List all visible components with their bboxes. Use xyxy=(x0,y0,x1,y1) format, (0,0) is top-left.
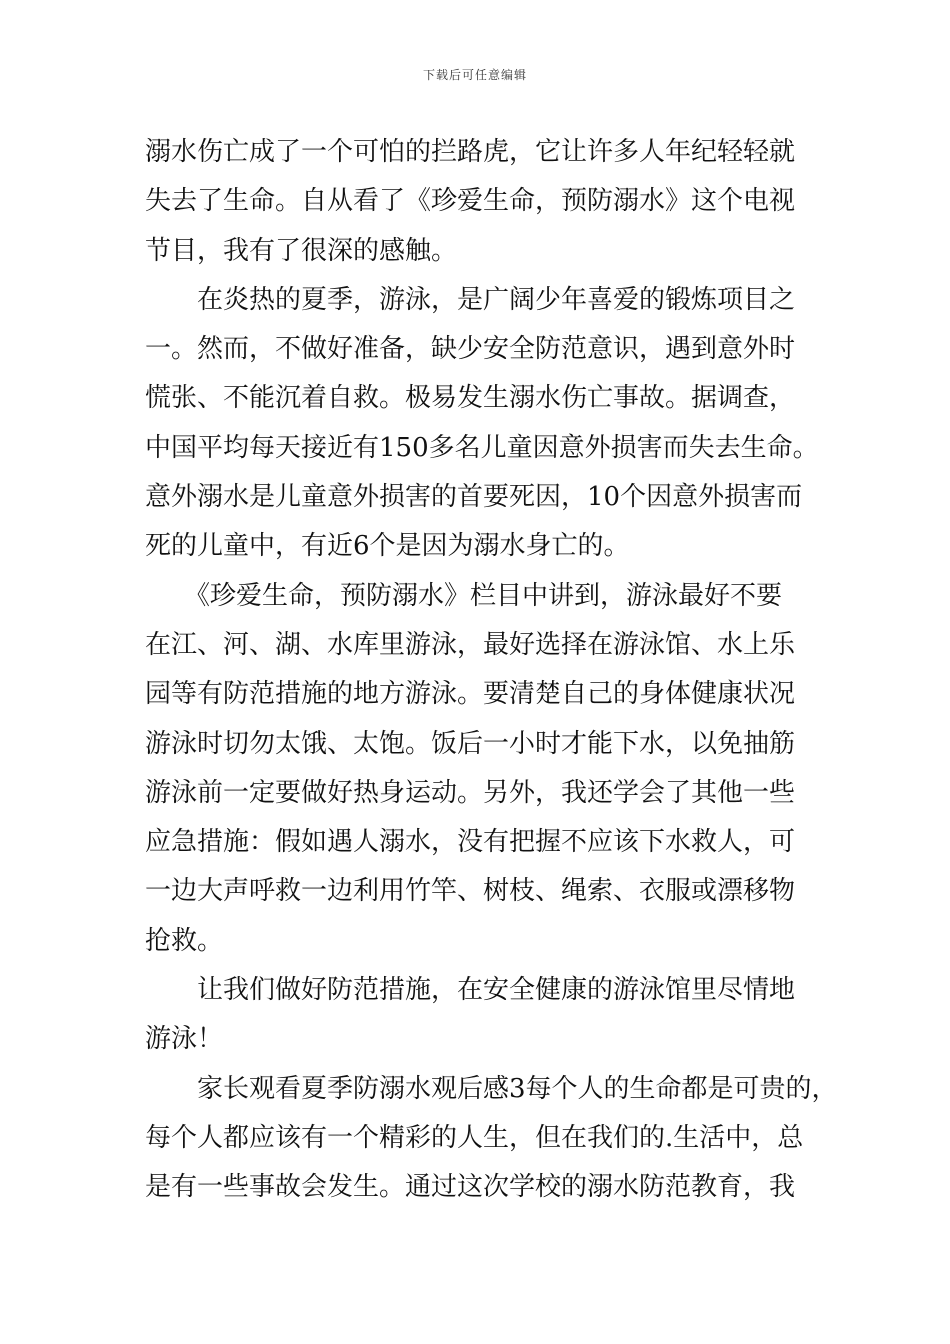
text-line: 园等有防范措施的地方游泳。要清楚自己的身体健康状况 xyxy=(145,679,796,710)
text-line: 游泳！ xyxy=(145,1024,224,1055)
text-line: 抢救。 xyxy=(145,925,224,956)
text-line: 失去了生命。自从看了《珍爱生命，预防溺水》这个电视 xyxy=(145,186,796,217)
text-line: 慌张、不能沉着自救。极易发生溺水伤亡事故。据调查， xyxy=(145,383,796,414)
header-note: 下载后可任意编辑 xyxy=(422,68,527,82)
text-line: 中国平均每天接近有150多名儿童因意外损害而失去生命。 xyxy=(145,432,819,463)
text-line: 溺水伤亡成了一个可怕的拦路虎，它让许多人年纪轻轻就 xyxy=(145,137,796,167)
document-body xyxy=(145,128,838,1213)
text-line: 是有一些事故会发生。通过这次学校的溺水防范教育，我 xyxy=(145,1172,796,1203)
text-line: 家长观看夏季防溺水观后感3每个人的生命都是可贵的， xyxy=(145,1073,838,1104)
text-line: 一。然而，不做好准备，缺少安全防范意识，遇到意外时 xyxy=(145,334,796,365)
text-line: 游泳时切勿太饿、太饱。饭后一小时才能下水，以免抽筋 xyxy=(145,728,796,759)
text-line: 游泳前一定要做好热身运动。另外，我还学会了其他一些 xyxy=(145,777,796,808)
text-line: 每个人都应该有一个精彩的人生，但在我们的.生活中，总 xyxy=(145,1122,804,1153)
text-line: 死的儿童中，有近6个是因为溺水身亡的。 xyxy=(145,531,630,562)
text-line: 在江、河、湖、水库里游泳，最好选择在游泳馆、水上乐 xyxy=(145,629,796,660)
text-line: 节目，我有了很深的感触。 xyxy=(145,235,458,266)
text-line: 一边大声呼救一边利用竹竿、树枝、绳索、衣服或漂移物 xyxy=(145,876,796,907)
text-line: 意外溺水是儿童意外损害的首要死因，10个因意外损害而 xyxy=(145,482,803,513)
text-line: 让我们做好防范措施，在安全健康的游泳馆里尽情地 xyxy=(145,975,796,1006)
text-line: 在炎热的夏季，游泳，是广阔少年喜爱的锻炼项目之 xyxy=(145,284,796,315)
text-line: 应急措施：假如遇人溺水，没有把握不应该下水救人，可 xyxy=(145,827,796,858)
text-line: 《珍爱生命，预防溺水》栏目中讲到，游泳最好不要 xyxy=(145,580,783,611)
